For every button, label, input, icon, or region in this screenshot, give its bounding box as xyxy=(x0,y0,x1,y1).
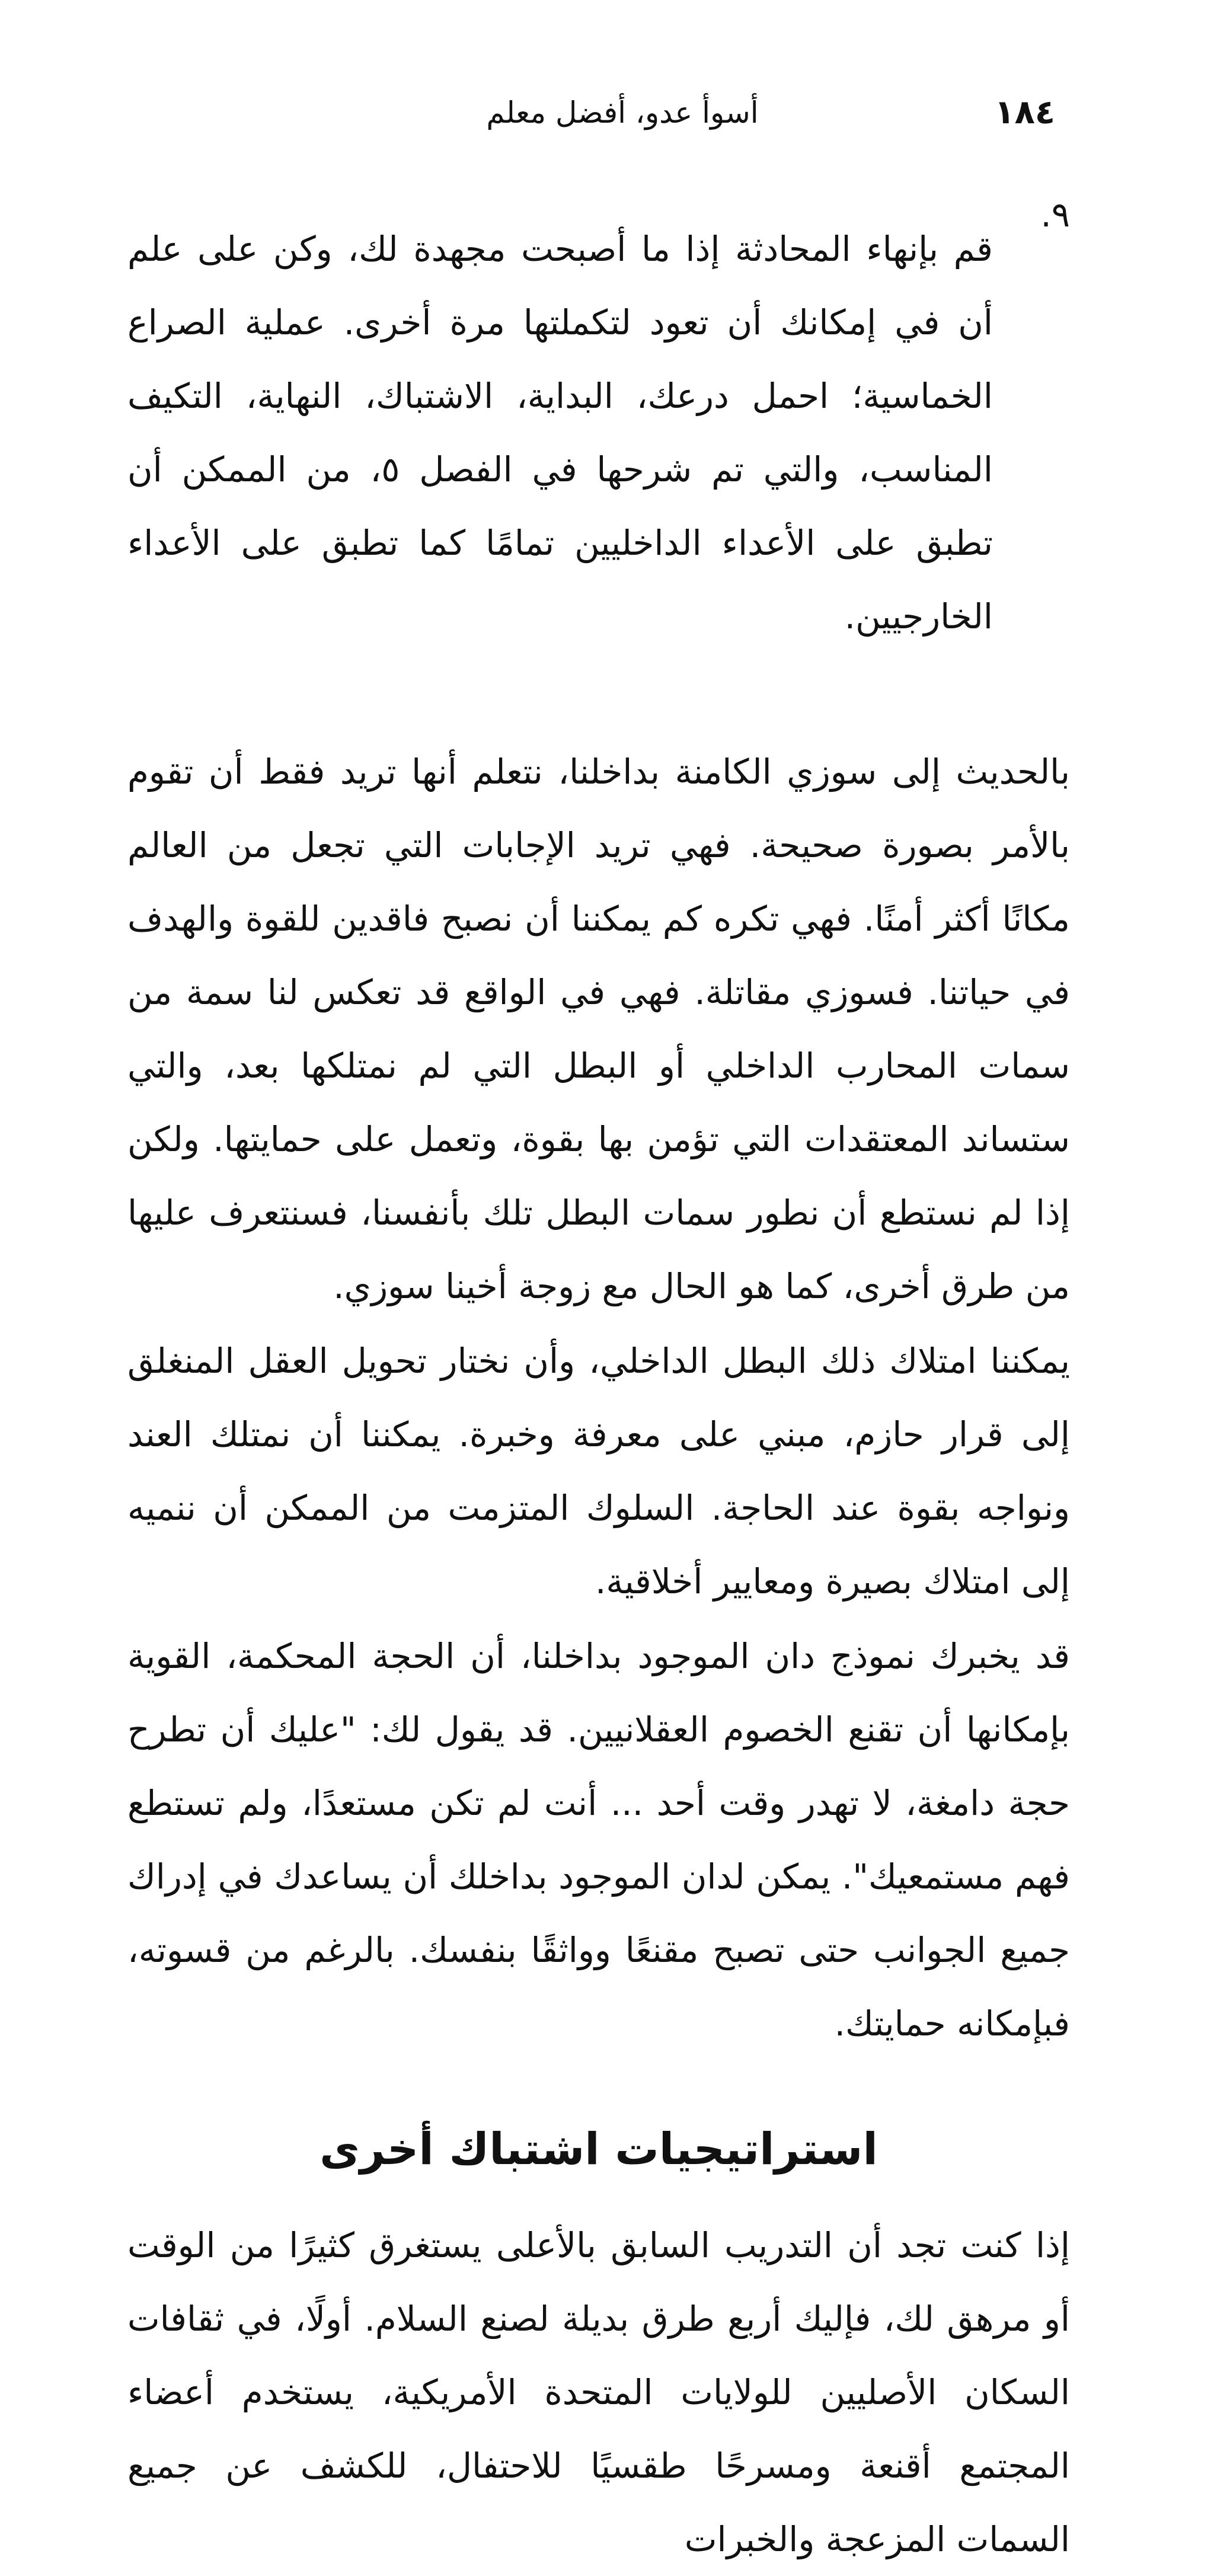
page-number: ١٨٤ xyxy=(994,93,1055,132)
running-title: أسوأ عدو، أفضل معلم xyxy=(486,95,759,130)
page-header xyxy=(196,89,1055,136)
page-body xyxy=(127,178,1070,2576)
list-item-text: قم بإنهاء المحادثة إذا ما أصبحت مجهدة لك، وكن على علم أن في إمكانك أن تعود لتكملتها مرة أخرى. عملية الصراع الخماسية؛ احمل درعك، البداية، الاشتباك، النهاية، التكيف المناسب، والتي تم شرحها في الفصل ٥، من الممكن أن تطبق على الأعداء الداخليين تمامًا كما تطبق على الأعداء الخارجيين. xyxy=(127,229,993,637)
section-heading: استراتيجيات اشتباك أخرى xyxy=(320,2124,878,2175)
paragraph-dan: قد يخبرك نموذج دان الموجود بداخلنا، أن الحجة المحكمة، القوية بإمكانها أن تقنع الخصوم العقلانيين. قد يقول لك: "عليك أن تطرح حجة دامغة، لا تهدر وقت أحد ... أنت لم تكن مستعدًا، ولم تستطع فهم مستمعيك". يمكن لدان الموجود بداخلك أن يساعدك في إدراك جميع الجوانب حتى تصبح مقنعًا وواثقًا بنفسك. بالرغم من قسوته، فبإمكانه حمايتك. xyxy=(127,1636,1070,2044)
paragraph-strategies: إذا كنت تجد أن التدريب السابق بالأعلى يستغرق كثيرًا من الوقت أو مرهق لك، فإليك أربع طرق بديلة لصنع السلام. أولًا، في ثقافات السكان الأصليين للولايات المتحدة الأمريكية، يستخدم أعضاء المجتمع أقنعة ومسرحًا طقسيًا للاحتفال، للكشف عن جميع السمات المزعجة والخبرات xyxy=(127,2225,1070,2559)
numbered-list-item xyxy=(127,178,1070,688)
list-item-number: ٩. xyxy=(1040,194,1070,235)
paragraph-suzy: بالحديث إلى سوزي الكامنة بداخلنا، نتعلم أنها تريد فقط أن تقوم بالأمر بصورة صحيحة. فهي تريد الإجابات التي تجعل من العالم مكانًا أكثر أمنًا. فهي تكره كم يمكننا أن نصبح فاقدين للقوة والهدف في حياتنا. فسوزي مقاتلة. فهي في الواقع قد تعكس لنا سمة من سمات المحارب الداخلي أو البطل التي لم نمتلكها بعد، والتي ستساند المعتقدات التي تؤمن بها بقوة، وتعمل على حمايتها. ولكن إذا لم نستطع أن نطور سمات البطل تلك بأنفسنا، فسنتعرف عليها من طرق أخرى، كما هو الحال مع زوجة أخينا سوزي. xyxy=(127,752,1070,1306)
paragraph-inner-hero: يمكننا امتلاك ذلك البطل الداخلي، وأن نختار تحويل العقل المنغلق إلى قرار حازم، مبني على معرفة وخبرة. يمكننا أن نمتلك العند ونواجه بقوة عند الحاجة. السلوك المتزمت من الممكن أن ننميه إلى امتلاك بصيرة ومعايير أخلاقية. xyxy=(127,1341,1070,1602)
